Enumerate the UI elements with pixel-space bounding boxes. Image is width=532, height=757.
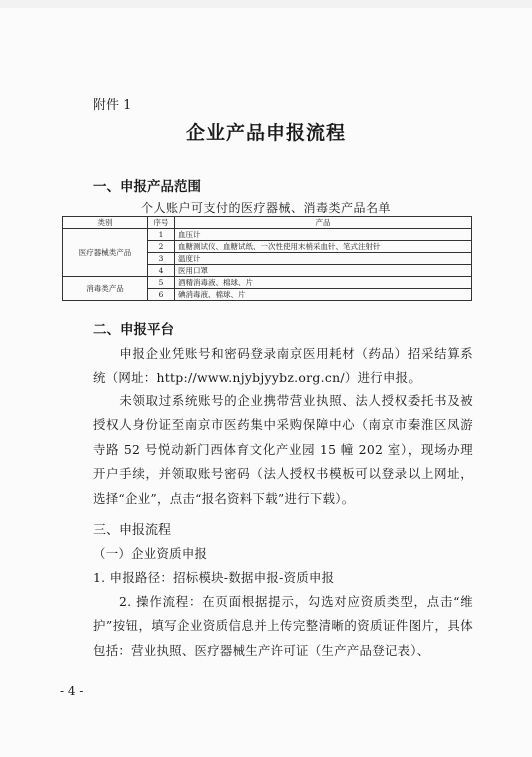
product-table xyxy=(62,216,472,301)
product-cell: 医用口罩 xyxy=(175,265,472,277)
page-number: - 4 - xyxy=(60,684,84,698)
number-cell: 4 xyxy=(148,265,175,277)
paragraph xyxy=(93,342,473,391)
paragraph xyxy=(93,389,473,511)
document-title: 企业产品申报流程 xyxy=(185,122,346,144)
table-caption: 个人账户可支付的医疗器械、消毒类产品名单 xyxy=(140,201,391,215)
table-row xyxy=(63,229,472,241)
number-cell: 5 xyxy=(148,277,175,289)
column-header-category: 类别 xyxy=(63,217,148,229)
category-cell: 消毒类产品 xyxy=(63,277,148,301)
step-1: 1. 申报路径：招标模块-数据申报-资质申报 xyxy=(93,570,335,585)
paragraph-text: 2. 操作流程：在页面根据提示，勾选对应资质类型，点击“维护”按钮，填写企业资质信息并上传完整清晰的资质证件图片，具体包括：营业执照、医疗器械生产许可证（生产产品登记表）、 xyxy=(93,594,473,658)
product-cell: 酒精消毒液、棉球、片 xyxy=(175,277,472,289)
paragraph-text: 申报企业凭账号和密码登录南京医用耗材（药品）招采结算系统（网址：http://www.njybjyybz.org.cn/）进行申报。 xyxy=(93,346,473,386)
section-heading-2: 二、申报平台 xyxy=(93,322,174,338)
product-cell: 温度计 xyxy=(175,253,472,265)
category-cell: 医疗器械类产品 xyxy=(63,229,148,277)
table-row xyxy=(63,277,472,289)
column-header-product: 产品 xyxy=(175,217,472,229)
number-cell: 3 xyxy=(148,253,175,265)
paragraph-text: 未领取过系统账号的企业携带营业执照、法人授权委托书及被授权人身份证至南京市医药集中采购保障中心（南京市秦淮区凤游寺路 52 号悦动新门西体育文化产业园 15 幢 202 室），现场办理开户手续，并领取账号密码（法人授权书模板可以登录以上网址，选择“企业”，点击“报名资料下载”进行下载）。 xyxy=(93,393,473,506)
section-heading-3: 三、申报流程 xyxy=(93,523,172,538)
table-header-row xyxy=(63,217,472,229)
column-header-number: 序号 xyxy=(148,217,175,229)
product-cell: 血压计 xyxy=(175,229,472,241)
paragraph xyxy=(93,590,473,663)
subsection-heading: （一）企业资质申报 xyxy=(93,546,208,561)
product-cell: 血糖测试仪、血糖试纸、一次性使用末梢采血针、笔式注射针 xyxy=(175,241,472,253)
scan-edge xyxy=(0,0,532,8)
number-cell: 1 xyxy=(148,229,175,241)
number-cell: 2 xyxy=(148,241,175,253)
product-cell: 碘消毒液、棉球、片 xyxy=(175,289,472,301)
number-cell: 6 xyxy=(148,289,175,301)
attachment-label: 附件 1 xyxy=(93,98,132,113)
section-heading-1: 一、申报产品范围 xyxy=(93,179,201,195)
